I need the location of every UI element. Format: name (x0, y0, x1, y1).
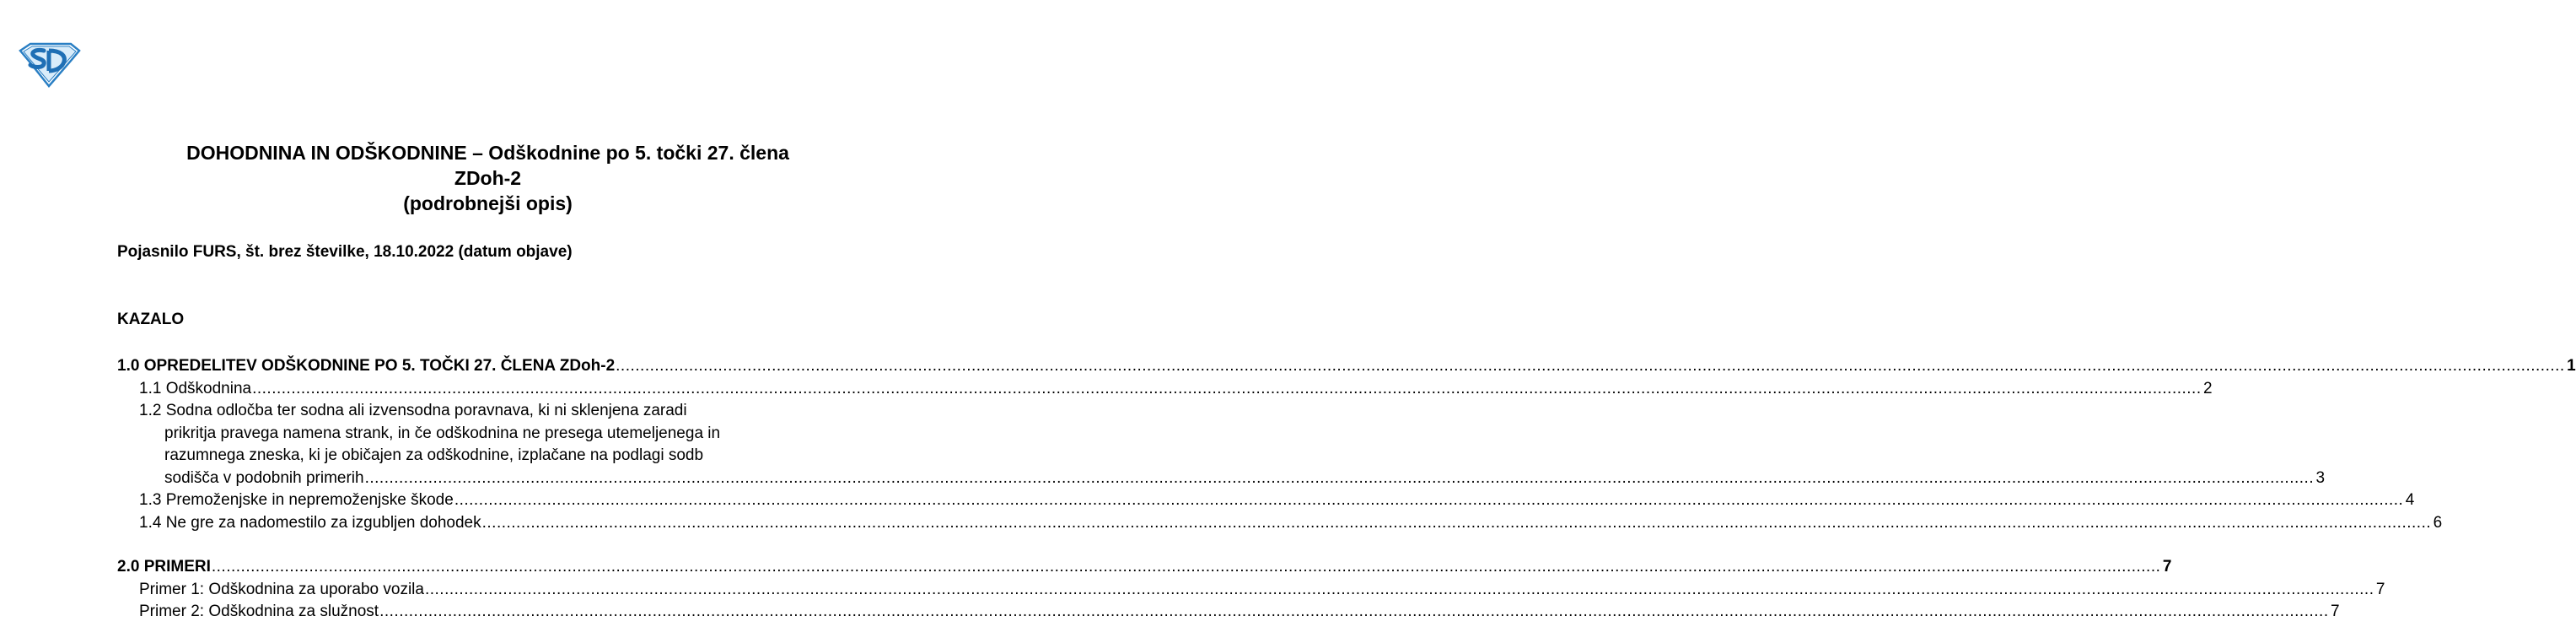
toc-dot-leader: ................................................................................................................................................................................................................................................................................................................................................................................................................ (454, 491, 2404, 509)
toc-entry-label: 1.0 OPREDELITEV ODŠKODNINE PO 5. TOČKI 27. ČLENA ZDoh-2 (117, 357, 616, 375)
toc-entry[interactable] (117, 601, 2340, 624)
toc-page-number: 1 (2567, 357, 2576, 375)
toc-entry-label: Primer 2: Odškodnina za služnost (139, 603, 379, 620)
toc-dot-leader: ................................................................................................................................................................................................................................................................................................................................................................................................................ (481, 513, 2432, 532)
toc-page-number: 4 (2405, 491, 2415, 509)
table-of-contents (117, 355, 2576, 624)
toc-dot-leader: ................................................................................................................................................................................................................................................................................................................................................................................................................ (364, 468, 2315, 487)
toc-heading: KAZALO (117, 311, 185, 328)
toc-page-number: 7 (2162, 558, 2172, 576)
document-subtitle: Pojasnilo FURS, št. brez številke, 18.10.2022 (datum objave) (117, 243, 573, 261)
title-line-3: (podrobnejši opis) (403, 192, 573, 214)
toc-dot-leader: ................................................................................................................................................................................................................................................................................................................................................................................................................ (211, 558, 2161, 576)
toc-entry-text-line: razumnega zneska, ki je običajen za odškodnine, izplačane na podlagi sodb (164, 446, 704, 464)
toc-dot-leader: ................................................................................................................................................................................................................................................................................................................................................................................................................ (424, 580, 2374, 598)
title-line-2: ZDoh-2 (454, 167, 522, 189)
toc-entry-label: 2.0 PRIMERI (117, 558, 211, 576)
toc-entry-label: sodišča v podobnih primerih (164, 468, 364, 487)
toc-entry-label: 1.1 Odškodnina (139, 379, 252, 397)
toc-entry[interactable] (117, 556, 2172, 579)
toc-page-number: 7 (2331, 603, 2340, 620)
toc-entry-label: 1.4 Ne gre za nadomestilo za izgubljen dohodek (139, 513, 481, 532)
toc-entry[interactable] (117, 355, 2576, 378)
document-title (118, 140, 858, 216)
title-line-1: DOHODNINA IN ODŠKODNINE – Odškodnine po 5. točki 27. člena (186, 142, 789, 164)
toc-entry[interactable] (117, 400, 2326, 489)
furs-logo-icon (19, 41, 81, 88)
toc-page-number: 6 (2433, 513, 2443, 532)
toc-entry[interactable] (117, 512, 2443, 535)
toc-entry-label: 1.3 Premoženjske in nepremoženjske škode (139, 491, 454, 509)
toc-entry[interactable] (117, 378, 2213, 401)
toc-page-number: 3 (2315, 468, 2326, 487)
toc-dot-leader: ................................................................................................................................................................................................................................................................................................................................................................................................................ (252, 379, 2202, 397)
toc-entry-text-line: prikritja pravega namena strank, in če odškodnina ne presega utemeljenega in (164, 424, 721, 442)
toc-entry[interactable] (117, 579, 2385, 602)
toc-entry[interactable] (117, 489, 2415, 512)
toc-page-number: 7 (2375, 580, 2385, 598)
toc-dot-leader: ................................................................................................................................................................................................................................................................................................................................................................................................................ (379, 603, 2329, 620)
toc-dot-leader: ................................................................................................................................................................................................................................................................................................................................................................................................................ (616, 357, 2565, 375)
toc-entry-text-line: 1.2 Sodna odločba ter sodna ali izvensodna poravnava, ki ni sklenjena zaradi (139, 402, 687, 419)
toc-entry-label: Primer 1: Odškodnina za uporabo vozila (139, 580, 424, 598)
toc-page-number: 2 (2203, 379, 2213, 397)
